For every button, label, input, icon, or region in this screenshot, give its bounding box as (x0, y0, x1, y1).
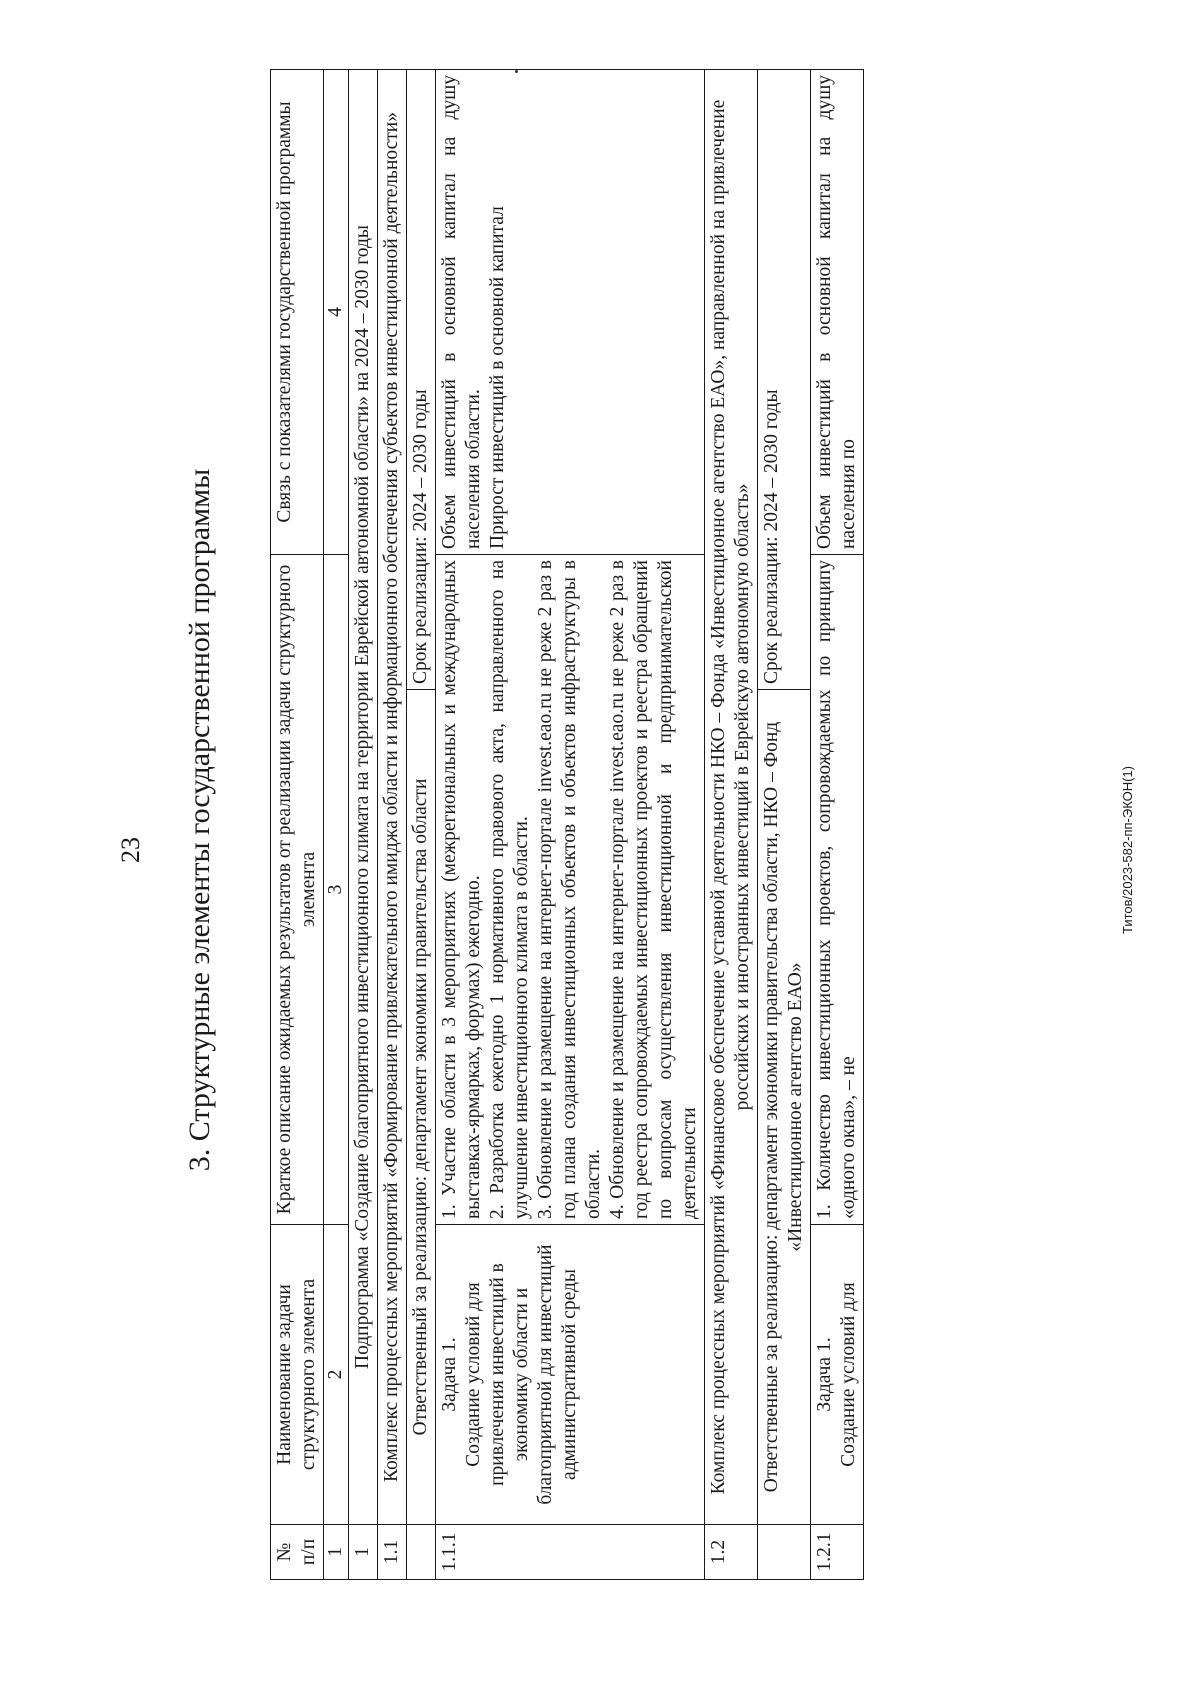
term-text: Срок реализации: 2024 – 2030 годы (758, 70, 811, 690)
responsible-row (407, 70, 436, 1580)
responsible-row (758, 70, 811, 1580)
complex-title: Комплекс процессных мероприятий «Формирование привлекательного имиджа области и информационного обеспечения субъектов инвестиционной деятельности» (378, 70, 407, 1525)
row-num: 1.1 (378, 1525, 407, 1580)
col-number: 3 (324, 555, 349, 1225)
result-item: 1. Участие области в 3 мероприятиях (межрегиональных и международных выставках-ярмарках, форумах) ежегодно. (439, 560, 484, 1219)
result-item: 3. Обновление и размещение на интернет-портале invest.eao.ru не реже 2 раз в год плана создания инвестиционных объектов и объектов инфраструктуры в области. (535, 560, 604, 1219)
link-item: Объем инвестиций в основной капитал на душу населения области. (439, 75, 484, 549)
task-results (436, 555, 705, 1225)
row-num: 1.2.1 (811, 1525, 864, 1580)
subprogram-title: Подпрограмма «Создание благоприятного инвестиционного климата на территории Еврейской автономной области» на 2024 – 2030 годы (349, 70, 378, 1525)
subprogram-row (349, 70, 378, 1580)
task-name: Задача 1. Создание условий для (811, 1225, 864, 1525)
responsible-text: Ответственный за реализацию: департамент экономики правительства области (407, 690, 436, 1525)
complex-row (705, 70, 758, 1580)
header-name: Наименование задачи структурного элемента (271, 1225, 324, 1525)
result-item: 2. Разработка ежегодно 1 нормативного правового акта, направленного на улучшение инвестиционного климата в области. (487, 560, 532, 1219)
task-name: Задача 1. Создание условий для привлечения инвестиций в экономику области и благоприятной для инвестиций административной среды (436, 1225, 705, 1525)
scan-speck (515, 70, 518, 73)
column-numbers-row (324, 70, 349, 1580)
task-row (811, 70, 864, 1580)
responsible-text: Ответственные за реализацию: департамент экономики правительства области, НКО – Фонд «Инвестиционное агентство ЕАО» (758, 690, 811, 1525)
col-number: 4 (324, 70, 349, 555)
col-number: 2 (324, 1225, 349, 1525)
task-row (436, 70, 705, 1580)
section-title: 3. Структурные элементы государственной программы (183, 468, 216, 1172)
task-links (436, 70, 705, 555)
result-item: 4. Обновление и размещение на интернет-портале invest.eao.ru не реже 2 раз в год реестра сопровождаемых инвестиционных проектов и реестра обращений по вопросам осуществления инвестиционной и предпринимательской деятельности (607, 560, 700, 1219)
empty-cell (758, 1525, 811, 1580)
row-num: 1.1.1 (436, 1525, 705, 1580)
header-link: Связь с показателями государственной программы (271, 70, 324, 555)
col-number: 1 (324, 1525, 349, 1580)
header-num: № п/п (271, 1525, 324, 1580)
task-results: 1. Количество инвестиционных проектов, сопровождаемых по принципу «одного окна», – не (811, 555, 864, 1225)
header-description: Краткое описание ожидаемых результатов от реализации задачи структурного элемента (271, 555, 324, 1225)
row-num: 1 (349, 1525, 378, 1580)
structural-elements-table (270, 69, 864, 1580)
term-text: Срок реализации: 2024 – 2030 годы (407, 70, 436, 690)
doc-code: Титов/2023-582-пп-ЭКОН(1) (1120, 765, 1135, 935)
rotated-page-content (180, 55, 1000, 1585)
header-row (271, 70, 324, 1580)
link-item: Прирост инвестиций в основной капитал (487, 206, 508, 549)
task-links: Объем инвестиций в основной капитал на душу населения по (811, 70, 864, 555)
page-number: 23 (116, 837, 145, 863)
complex-row (378, 70, 407, 1580)
complex-title: Комплекс процессных мероприятий «Финансовое обеспечение уставной деятельности НКО – Фонда «Инвестиционное агентство ЕАО», направленной на привлечение российских и иностранных инвестиций в Еврейскую автономную область» (705, 70, 758, 1525)
row-num: 1.2 (705, 1525, 758, 1580)
empty-cell (407, 1525, 436, 1580)
